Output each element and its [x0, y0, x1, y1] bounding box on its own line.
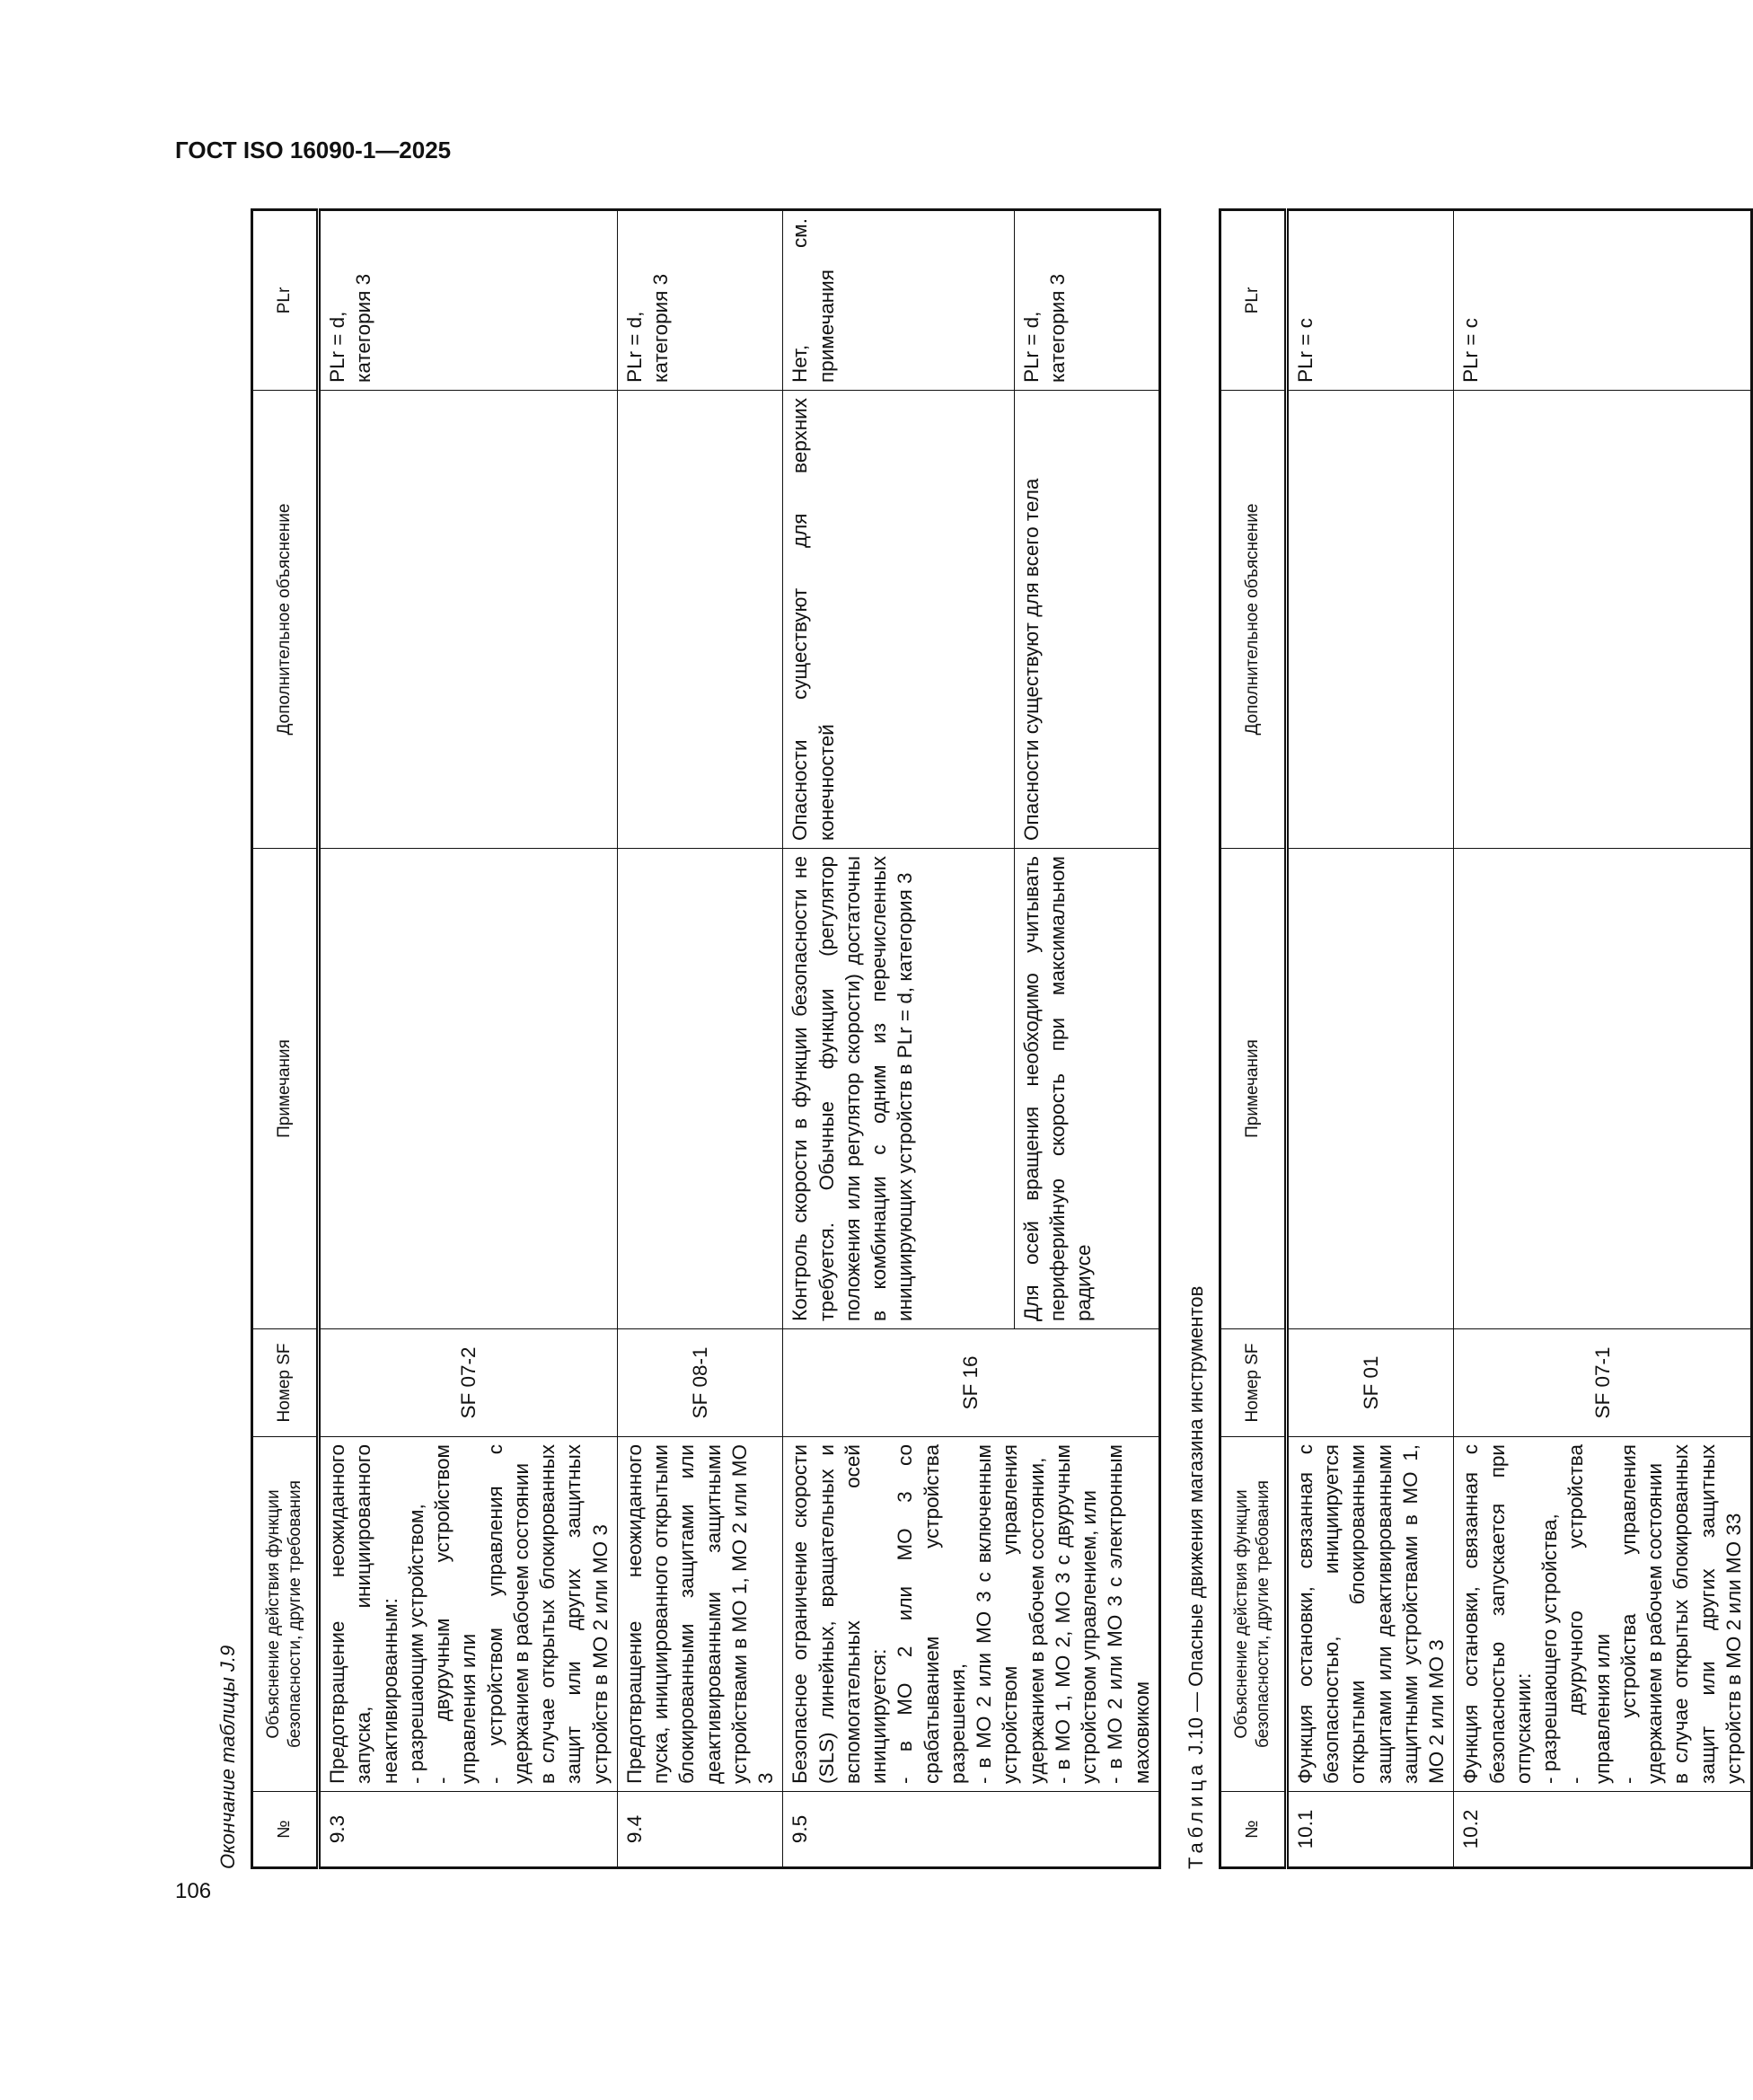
row-number: 9.3 [319, 1792, 618, 1868]
row-plr: PLr = d, категория 3 [1014, 210, 1159, 391]
row-explanation [319, 1437, 618, 1792]
row-additional [319, 391, 618, 849]
row-additional [1454, 391, 1752, 849]
table-header-row [252, 210, 319, 1868]
header-notes: Примечания [1220, 849, 1286, 1329]
explanation-line: Функция остановки, связанная с безопасностью запускается при отпускании: [1459, 1444, 1535, 1784]
page-number: 106 [175, 1879, 212, 1903]
table-row-10-1 [1286, 210, 1454, 1868]
row-additional: Опасности существуют для верхних конечностей [783, 391, 1014, 849]
explanation-line: - устройством управления с удержанием в рабочем состоянии [483, 1444, 533, 1784]
table-j10-caption [1174, 211, 1219, 1869]
row-number: 9.4 [617, 1792, 783, 1868]
explanation-line: Безопасное ограничение скорости (SLS) линейных, вращательных и вспомогательных осей инициируется: [788, 1444, 890, 1784]
table-j9-caption: Окончание таблицы J.9 [216, 1645, 239, 1869]
row-explanation [617, 1437, 783, 1792]
explanation-line: Функция остановки, связанная с безопасностью, инициируется открытыми блокированными защитами или деактивированными защитными устройствами в МО 1, МО 2 или МО 3 [1293, 1444, 1448, 1784]
header-sf: Номер SF [1220, 1329, 1286, 1437]
explanation-line: в случае открытых блокированных защит или других защитных устройств в МО 2 или МО 3 [536, 1444, 612, 1784]
row-sf-number: SF 16 [783, 1329, 1160, 1437]
row-sf-number: SF 07-1 [1454, 1329, 1752, 1437]
row-number: 10.2 [1454, 1792, 1752, 1868]
row-explanation [1286, 1437, 1454, 1792]
row-plr: PLr = d, категория 3 [319, 210, 618, 391]
row-notes: Для осей вращения необходимо учитывать периферийную скорость при максимальном радиусе [1014, 849, 1159, 1329]
row-notes [617, 849, 783, 1329]
caption-prefix: Таблица [1184, 1760, 1207, 1869]
rotated-table-block [206, 211, 1745, 1869]
explanation-line: - разрешающего устройства, [1538, 1513, 1561, 1784]
explanation-line: - разрешающим устройством, [404, 1504, 427, 1784]
row-additional: Опасности существуют для всего тела [1014, 391, 1159, 849]
row-sf-number: SF 01 [1286, 1329, 1454, 1437]
header-plr: PLr [1220, 210, 1286, 391]
row-plr: PLr = c [1286, 210, 1454, 391]
row-number: 10.1 [1286, 1792, 1454, 1868]
table-row-9-3 [319, 210, 618, 1868]
document-header: ГОСТ ISO 16090-1—2025 [175, 137, 452, 163]
row-notes [1286, 849, 1454, 1329]
explanation-line: Предотвращение неожиданного запуска, инициированного неактивированным: [326, 1444, 401, 1784]
table-row-10-2 [1454, 210, 1752, 1868]
explanation-line: в случае открытых блокированных защит или других защитных устройств в МО 2 или МО 33 [1669, 1444, 1745, 1784]
caption-text: J.10 — Опасные движения магазина инструментов [1184, 1285, 1207, 1760]
table-row-9-4 [617, 210, 783, 1868]
row-sf-number: SF 07-2 [319, 1329, 618, 1437]
row-explanation [1454, 1437, 1752, 1792]
table-j10 [1219, 208, 1753, 1869]
explanation-line: - двуручного устройства управления или [1564, 1444, 1614, 1784]
table-header-row [1220, 210, 1286, 1868]
row-plr: Нет, см. примечания [783, 210, 1014, 391]
header-notes: Примечания [252, 849, 319, 1329]
header-sf: Номер SF [252, 1329, 319, 1437]
row-sf-number: SF 08-1 [617, 1329, 783, 1437]
header-explanation: Объяснение действия функции безопасности, другие требования [1220, 1437, 1286, 1792]
header-no: № [1220, 1792, 1286, 1868]
explanation-line: - в МО 2 или МО 3 с электронным маховиком [1104, 1444, 1153, 1784]
row-plr: PLr = c [1454, 210, 1752, 391]
row-number: 9.5 [783, 1792, 1160, 1868]
row-notes [1454, 849, 1752, 1329]
row-notes: Контроль скорости в функции безопасности не требуется. Обычные функции (регулятор положения или регулятор скорости) достаточны в комбинации с одним из перечисленных инициирующих устройств в PLr = d, категория 3 [783, 849, 1014, 1329]
header-plr: PLr [252, 210, 319, 391]
header-no: № [252, 1792, 319, 1868]
table-j9 [251, 208, 1161, 1869]
row-additional [1286, 391, 1454, 849]
explanation-line: - в МО 2 или МО 3 с включенным устройством управления удержанием в рабочем состоянии, [973, 1444, 1048, 1784]
row-plr: PLr = d, категория 3 [617, 210, 783, 391]
header-explanation: Объяснение действия функции безопасности, другие требования [252, 1437, 319, 1792]
explanation-line: - устройства управления удержанием в рабочем состоянии [1616, 1444, 1666, 1784]
explanation-line: - в МО 2 или МО 3 со срабатыванием устройства разрешения, [894, 1444, 969, 1784]
row-additional [617, 391, 783, 849]
explanation-line: - двуручным устройством управления или [431, 1444, 480, 1784]
table-row-9-5 [783, 210, 1014, 1868]
explanation-line: - в МО 1, МО 2, МО 3 с двуручным устройством управлением, или [1051, 1444, 1100, 1784]
row-notes [319, 849, 618, 1329]
row-explanation [783, 1437, 1160, 1792]
explanation-line: Предотвращение неожиданного пуска, инициированного открытыми блокированными защитами или деактивированными защитными устройствами в МО 1, МО 2 или МО 3 [622, 1444, 777, 1784]
header-additional: Дополнительное объяснение [1220, 391, 1286, 849]
header-additional: Дополнительное объяснение [252, 391, 319, 849]
